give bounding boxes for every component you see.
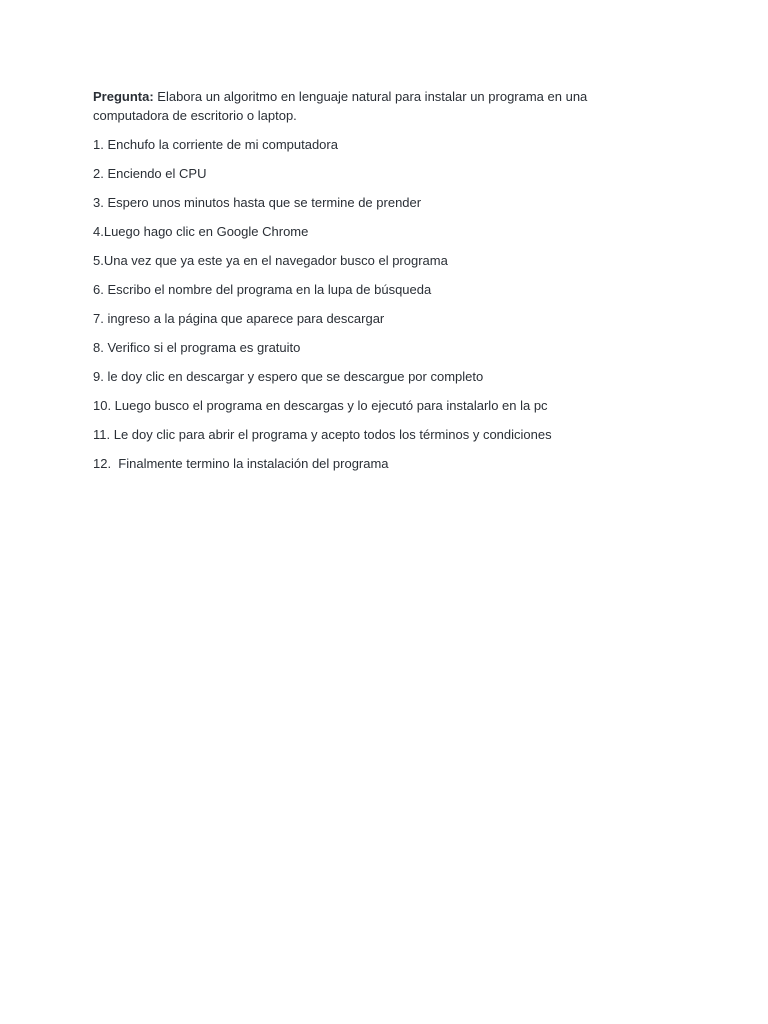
step-item: 3. Espero unos minutos hasta que se termine de prender (93, 195, 422, 210)
question-text: Elabora un algoritmo en lenguaje natural para instalar un programa en una computadora de escritorio o laptop. (93, 89, 588, 123)
step-item: 11. Le doy clic para abrir el programa y acepto todos los términos y condiciones (93, 427, 552, 442)
step-item: 1. Enchufo la corriente de mi computadora (93, 137, 338, 152)
question-label: Pregunta: (93, 89, 154, 104)
step-item: 4.Luego hago clic en Google Chrome (93, 224, 309, 239)
step-item: 12. Finalmente termino la instalación del programa (93, 456, 389, 471)
step-item: 10. Luego busco el programa en descargas y lo ejecutó para instalarlo en la pc (93, 398, 548, 413)
step-item: 2. Enciendo el CPU (93, 166, 207, 181)
step-item: 8. Verifico si el programa es gratuito (93, 340, 301, 355)
step-item: 6. Escribo el nombre del programa en la lupa de búsqueda (93, 282, 432, 297)
step-item: 9. le doy clic en descargar y espero que se descargue por completo (93, 369, 484, 384)
question-paragraph (93, 87, 653, 125)
step-item: 5.Una vez que ya este ya en el navegador busco el programa (93, 253, 448, 268)
algorithm-steps (93, 135, 653, 483)
step-item: 7. ingreso a la página que aparece para descargar (93, 311, 385, 326)
document-body (93, 87, 653, 483)
